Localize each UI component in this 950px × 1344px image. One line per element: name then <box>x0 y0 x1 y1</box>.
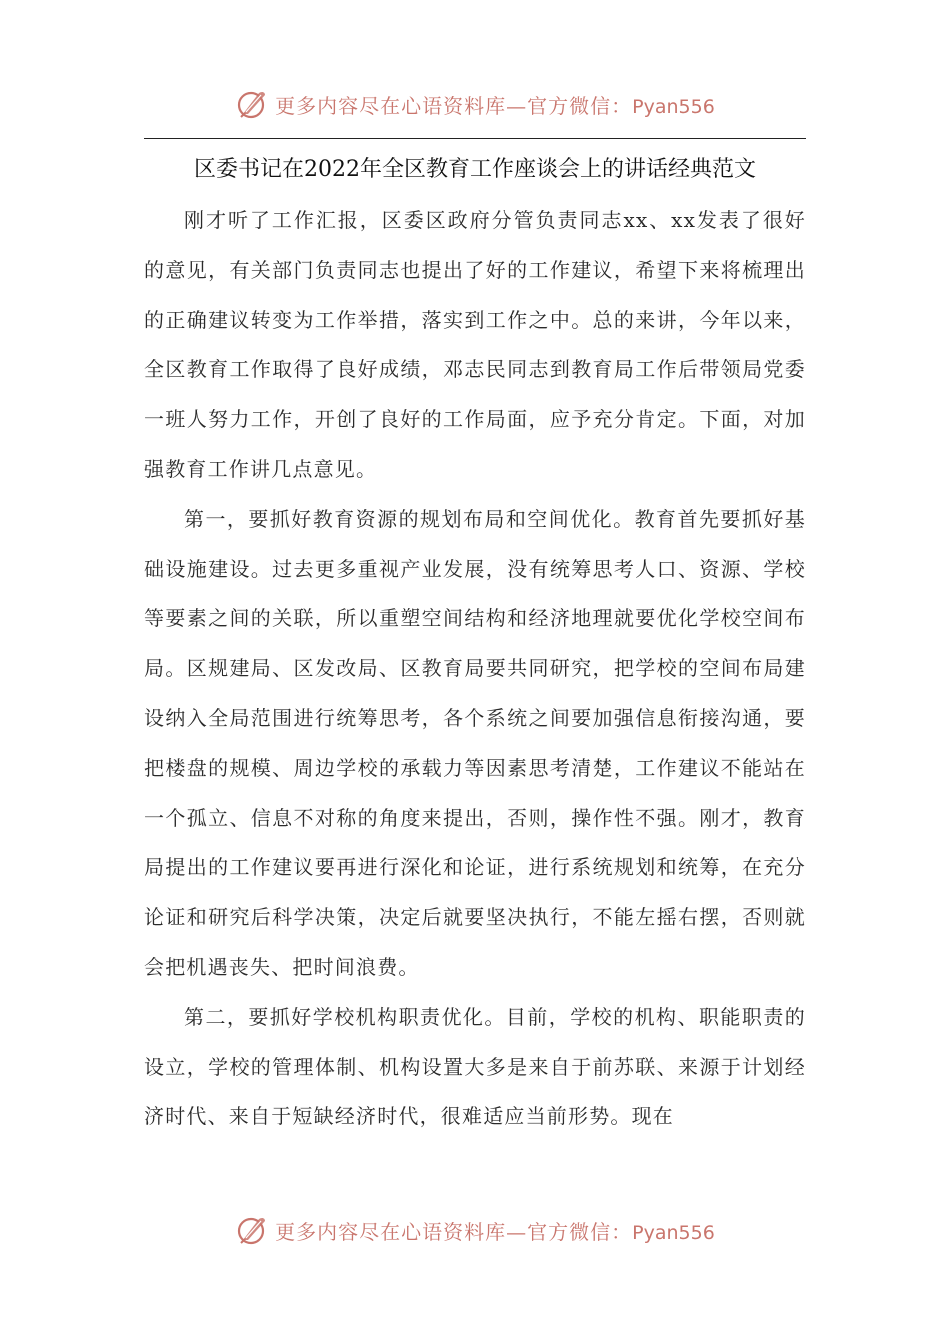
header-banner-text: 更多内容尽在心语资料库—官方微信：Pyan556 <box>275 93 715 118</box>
footer-banner-text: 更多内容尽在心语资料库—官方微信：Pyan556 <box>275 1219 715 1244</box>
header-wechat-id: Pyan556 <box>632 95 715 118</box>
footer-wechat-id: Pyan556 <box>632 1221 715 1244</box>
feather-pen-logo-icon <box>235 1213 269 1247</box>
header-banner <box>0 82 950 126</box>
paragraph-point-two: 第二，要抓好学校机构职责优化。目前，学校的机构、职能职责的设立，学校的管理体制、机构设置大多是来自于前苏联、来源于计划经济时代、来自于短缺经济时代，很难适应当前形势。现在 <box>144 1004 806 1129</box>
document-body <box>144 196 806 1142</box>
document-title: 区委书记在2022年全区教育工作座谈会上的讲话经典范文 <box>194 157 756 182</box>
feather-pen-logo-icon <box>235 87 269 121</box>
paragraph-point-one: 第一，要抓好教育资源的规划布局和空间优化。教育首先要抓好基础设施建设。过去更多重视产业发展，没有统筹思考人口、资源、学校等要素之间的关联，所以重塑空间结构和经济地理就要优化学校空间布局。区规建局、区发改局、区教育局要共同研究，把学校的空间布局建设纳入全局范围进行统筹思考，各个系统之间要加强信息衔接沟通，要把楼盘的规模、周边学校的承载力等因素思考清楚，工作建议不能站在一个孤立、信息不对称的角度来提出，否则，操作性不强。刚才，教育局提出的工作建议要再进行深化和论证，进行系统规划和统筹，在充分论证和研究后科学决策，决定后就要坚决执行，不能左摇右摆，否则就会把机遇丧失、把时间浪费。 <box>144 506 806 979</box>
header-divider <box>144 138 806 139</box>
footer-banner <box>0 1208 950 1252</box>
paragraph-intro: 刚才听了工作汇报，区委区政府分管负责同志xx、xx发表了很好的意见，有关部门负责同志也提出了好的工作建议，希望下来将梳理出的正确建议转变为工作举措，落实到工作之中。总的来讲，今年以来，全区教育工作取得了良好成绩，邓志民同志到教育局工作后带领局党委一班人努力工作，开创了良好的工作局面，应予充分肯定。下面，对加强教育工作讲几点意见。 <box>144 208 806 481</box>
